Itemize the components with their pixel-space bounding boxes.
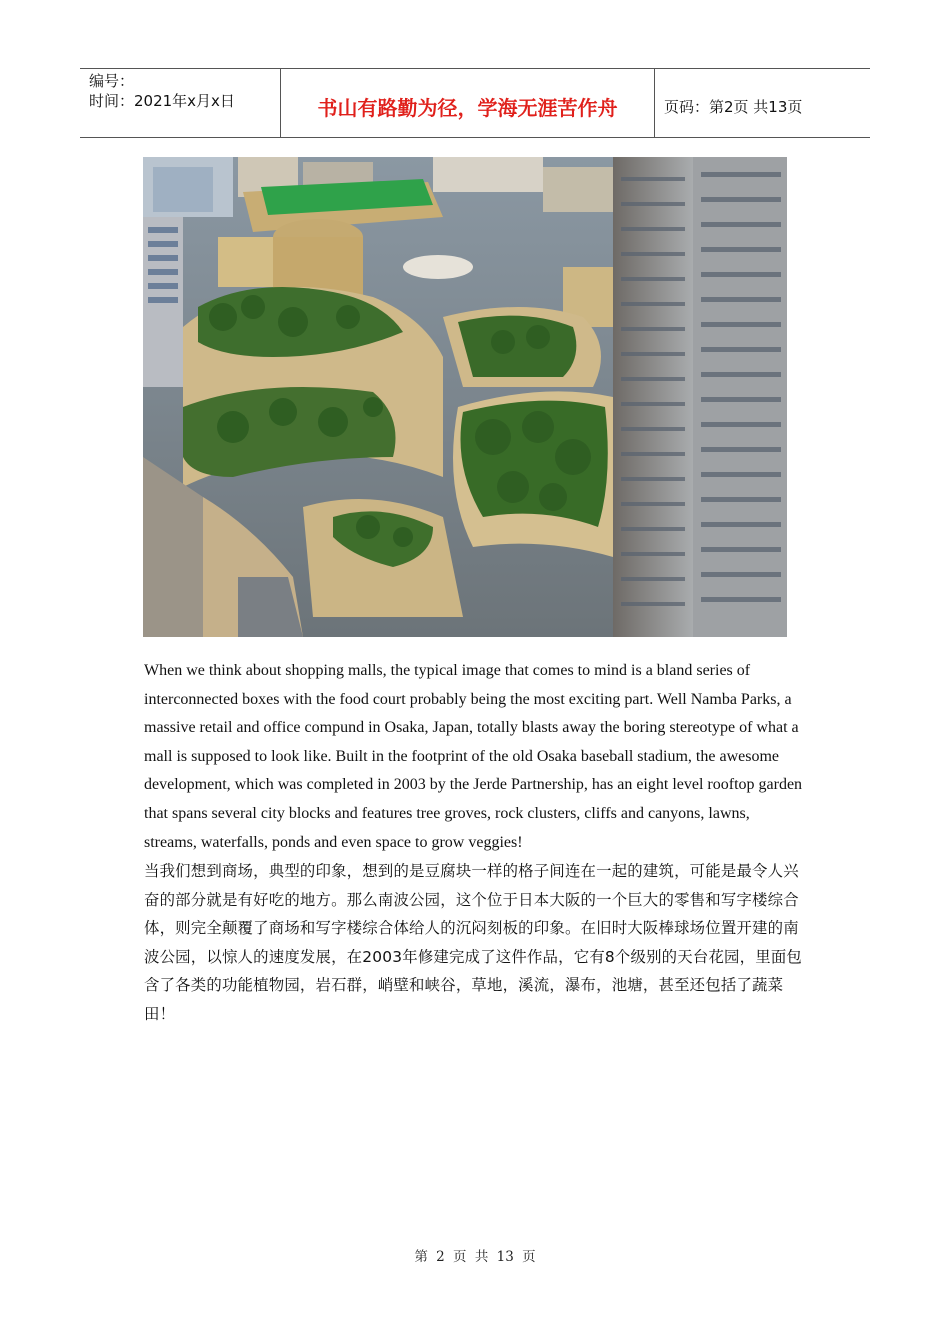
serial-label: 编号： [89, 72, 135, 90]
header-meta-cell [80, 69, 281, 137]
namba-parks-photo [143, 157, 787, 637]
chinese-paragraph: 当我们想到商场，典型的印象，想到的是豆腐块一样的格子间连在一起的建筑，可能是最令人兴奋的部分就是有好吃的地方。那么南波公园，这个位于日本大阪的一个巨大的零售和写字楼综合体，则完全颠覆了商场和写字楼综合体给人的沉闷刻板的印象。在旧时大阪棒球场位置开建的南波公园，以惊人的速度发展，在2003年修建完成了这件作品，它有8个级别的天台花园，里面包含了各类的功能植物园，岩石群，峭壁和峡谷，草地，溪流，瀑布，池塘，甚至还包括了蔬菜田！ [144, 862, 802, 1023]
page-footer: 第 2 页 共 13 页 [414, 1249, 536, 1265]
header-motto: 书山有路勤为径，学海无涯苦作舟 [281, 69, 655, 137]
header-page-label: 页码：第2页 共13页 [664, 97, 803, 116]
english-paragraph: When we think about shopping malls, the typical image that comes to mind is a bland series of interconnected boxes with the food court probably being the most exciting part. Well Namba Parks, a massive retail and office compund in Osaka, Japan, totally blasts away the boring stereotype of what a mall is supposed to look like. Built in the footprint of the old Osaka baseball stadium, the awesome development, which was completed in 2003 by the Jerde Partnership, has an eight level rooftop garden that spans several city blocks and features tree groves, rock clusters, cliffs and canyons, lawns, streams, waterfalls, ponds and even space to grow veggies! [144, 662, 803, 851]
time-label: 时间：2021年x月x日 [89, 92, 235, 110]
document-header [80, 68, 870, 138]
rooftop-garden-illustration [143, 157, 787, 637]
